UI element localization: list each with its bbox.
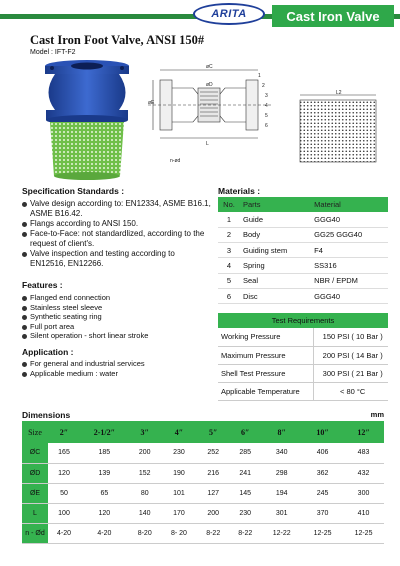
header-cell: 3″: [129, 421, 161, 443]
table-row: [22, 443, 384, 463]
cell: Disc: [240, 288, 311, 303]
cell: ØE: [22, 483, 48, 503]
dimensions-title: Dimensions: [22, 410, 71, 420]
cell: 185: [80, 443, 129, 463]
strainer-dim-label: L2: [336, 90, 342, 96]
cell: F4: [311, 243, 388, 258]
cell: 245: [302, 483, 343, 503]
spec-item: Valve inspection and testing according to EN12516, EN12266.: [22, 249, 212, 269]
cell: 370: [302, 503, 343, 523]
cell: Body: [240, 227, 311, 242]
header-cell: 8″: [261, 421, 302, 443]
table-header-row: [218, 313, 388, 328]
table-row: [218, 382, 388, 400]
cell: Guide: [240, 212, 311, 227]
spec-list: [22, 199, 212, 269]
category-title: Cast Iron Valve: [272, 5, 394, 27]
cell: 4: [218, 258, 240, 273]
callout-3: 3: [265, 93, 268, 99]
feature-item: Silent operation - short linear stroke: [22, 331, 212, 341]
cell: 170: [161, 503, 197, 523]
spec-item: Face-to-Face: not standardlized, according to the request of client's.: [22, 229, 212, 249]
callout-4: 4: [265, 103, 268, 109]
dimensions-unit: mm: [370, 410, 384, 419]
cell: 139: [80, 463, 129, 483]
table-header-row: [218, 197, 388, 212]
cell: Working Pressure: [218, 328, 314, 346]
cell: 200: [129, 443, 161, 463]
cell: 12-25: [302, 523, 343, 543]
cell: 4-20: [80, 523, 129, 543]
cell: 4-20: [48, 523, 80, 543]
cell: 120: [48, 463, 80, 483]
cell: 241: [229, 463, 261, 483]
cell: 145: [229, 483, 261, 503]
table-row: [218, 227, 388, 242]
cell: 1: [218, 212, 240, 227]
cell: GG25 GGG40: [311, 227, 388, 242]
cell: Maximum Pressure: [218, 346, 314, 364]
feature-item: Stainless steel sleeve: [22, 303, 212, 313]
header-cell: 12″: [343, 421, 384, 443]
cell: 362: [302, 463, 343, 483]
cell: ØC: [22, 443, 48, 463]
feature-item: Synthetic seating ring: [22, 312, 212, 322]
header: [0, 0, 400, 30]
col-no: No.: [218, 197, 240, 212]
test-requirements-table: [218, 313, 388, 401]
table-header-row: [22, 421, 384, 443]
header-cell: 2″: [48, 421, 80, 443]
logo-text: ARITA: [211, 8, 247, 20]
table-row: [22, 503, 384, 523]
cell: Applicable Temperature: [218, 382, 314, 400]
cell: 300: [343, 483, 384, 503]
header-cell: 4″: [161, 421, 197, 443]
cell: ØD: [22, 463, 48, 483]
cell: 150 PSI ( 10 Bar ): [314, 328, 388, 346]
cell: 120: [80, 503, 129, 523]
cell: 483: [343, 443, 384, 463]
dim-label-d: øD: [206, 82, 213, 88]
cell: GGG40: [311, 288, 388, 303]
callout-6: 6: [265, 123, 268, 129]
cell: NBR / EPDM: [311, 273, 388, 288]
cell: 230: [229, 503, 261, 523]
features-list: [22, 293, 212, 341]
cell: 12-22: [261, 523, 302, 543]
cell: 200: [197, 503, 229, 523]
cell: 2: [218, 227, 240, 242]
cell: 12-25: [343, 523, 384, 543]
cell: 432: [343, 463, 384, 483]
cell: 152: [129, 463, 161, 483]
cell: 6: [218, 288, 240, 303]
cell: Seal: [240, 273, 311, 288]
features-title: Features :: [22, 280, 63, 290]
section-drawing: [148, 60, 288, 170]
cell: GGG40: [311, 212, 388, 227]
table-row: [218, 243, 388, 258]
table-row: [22, 523, 384, 543]
col-parts: Parts: [240, 197, 311, 212]
table-row: [218, 258, 388, 273]
dim-label-e: øE: [148, 100, 155, 106]
cell: 410: [343, 503, 384, 523]
table-row: [22, 463, 384, 483]
table-row: [218, 328, 388, 346]
application-item: Applicable medium : water: [22, 369, 212, 379]
application-title: Application :: [22, 347, 74, 357]
col-material: Material: [311, 197, 388, 212]
cell: 300 PSI ( 21 Bar ): [314, 364, 388, 382]
materials-table: [218, 197, 388, 304]
cell: 140: [129, 503, 161, 523]
cell: 406: [302, 443, 343, 463]
cell: SS316: [311, 258, 388, 273]
cell: 194: [261, 483, 302, 503]
dim-label-c: øC: [206, 64, 213, 70]
header-cell: 10″: [302, 421, 343, 443]
brand-logo: [193, 3, 265, 25]
table-row: [218, 212, 388, 227]
cell: Shell Test Pressure: [218, 364, 314, 382]
feature-item: Flanged end connection: [22, 293, 212, 303]
cell: 252: [197, 443, 229, 463]
cell: 190: [161, 463, 197, 483]
cell: Guiding stem: [240, 243, 311, 258]
cell: 298: [261, 463, 302, 483]
cell: 230: [161, 443, 197, 463]
cell: < 80 °C: [314, 382, 388, 400]
table-row: [22, 483, 384, 503]
test-title: Test Requirements: [218, 313, 388, 328]
cell: 5: [218, 273, 240, 288]
cell: 65: [80, 483, 129, 503]
callout-5: 5: [265, 113, 268, 119]
spec-item: Flangs according to ANSI 150.: [22, 219, 212, 229]
callout-2: 2: [262, 83, 265, 89]
cell: 50: [48, 483, 80, 503]
cell: 80: [129, 483, 161, 503]
table-row: [218, 346, 388, 364]
cell: 216: [197, 463, 229, 483]
cell: 3: [218, 243, 240, 258]
materials-title: Materials :: [218, 186, 261, 196]
spec-item: Valve design according to: EN12334, ASME B16.1, ASME B16.42.: [22, 199, 212, 219]
cell: n - Ød: [22, 523, 48, 543]
dim-label-l: L: [206, 141, 209, 147]
cell: 165: [48, 443, 80, 463]
cell: L: [22, 503, 48, 523]
application-item: For general and industrial services: [22, 359, 212, 369]
cell: 8- 20: [161, 523, 197, 543]
cell: 8-22: [229, 523, 261, 543]
cell: 285: [229, 443, 261, 463]
header-cell: Size: [22, 421, 48, 443]
dimensions-table: [22, 421, 384, 544]
header-cell: 2-1/2″: [80, 421, 129, 443]
cell: Spring: [240, 258, 311, 273]
spec-title: Specification Standards :: [22, 186, 125, 196]
table-row: [218, 288, 388, 303]
cell: 100: [48, 503, 80, 523]
valve-photo: [30, 58, 145, 183]
cell: 200 PSI ( 14 Bar ): [314, 346, 388, 364]
callout-1: 1: [258, 73, 261, 79]
feature-item: Full port area: [22, 322, 212, 332]
header-cell: 6″: [229, 421, 261, 443]
cell: 340: [261, 443, 302, 463]
cell: 8-20: [129, 523, 161, 543]
table-row: [218, 273, 388, 288]
cell: 301: [261, 503, 302, 523]
header-cell: 5″: [197, 421, 229, 443]
strainer-drawing: [292, 90, 384, 170]
model-number: Model : IFT-F2: [30, 49, 76, 56]
table-row: [218, 364, 388, 382]
cell: 127: [197, 483, 229, 503]
application-list: [22, 359, 212, 378]
product-title: Cast Iron Foot Valve, ANSI 150#: [30, 33, 205, 47]
cell: 101: [161, 483, 197, 503]
dim-label-nd: n-ød: [170, 158, 181, 164]
cell: 8-22: [197, 523, 229, 543]
